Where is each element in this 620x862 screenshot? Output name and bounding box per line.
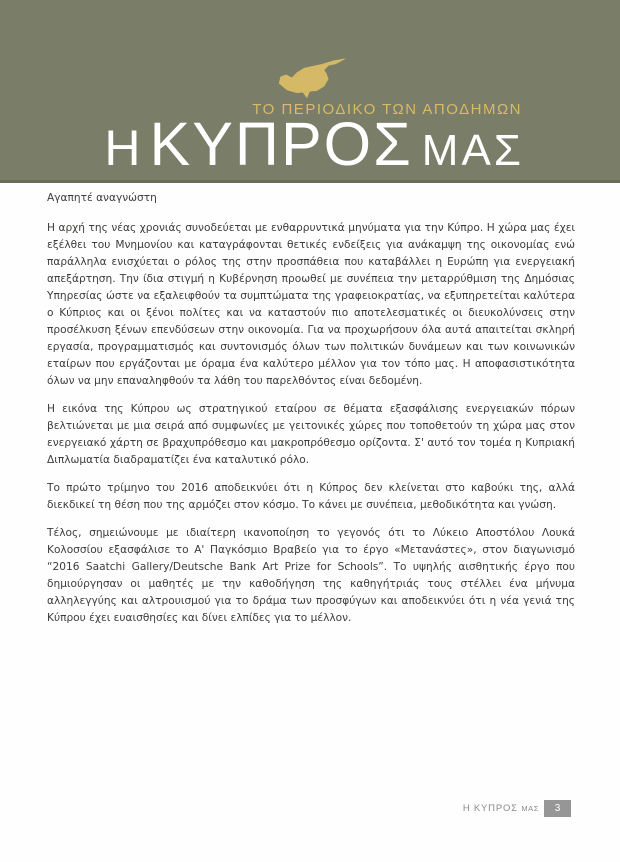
magazine-title-main: ΚΥΠΡΟΣ bbox=[149, 110, 413, 178]
magazine-subtitle: ΤΟ ΠΕΡΙΟΔΙΚΟ ΤΩΝ ΑΠΟΔΗΜΩΝ bbox=[252, 101, 522, 118]
footer-magazine-label bbox=[463, 803, 539, 814]
page-footer bbox=[463, 800, 571, 817]
editorial-paragraph-3: Το πρώτο τρίμηνο του 2016 αποδεικνύει ότι η Κύπρος δεν κλείνεται στο καβούκι της, αλλά διεκδικεί τη θέση που της αρμόζει στον κόσμο. Το κάνει με συνέπεια, μεθοδικότητα και γνώση. bbox=[47, 482, 575, 511]
editorial-paragraph-1: Η αρχή της νέας χρονιάς συνοδεύεται με ενθαρρυντικά μηνύματα για την Κύπρο. Η χώρα μας έχει εξέλθει του Μνημονίου και καταγράφονται θετικές ενδείξεις για ανάκαμψη της οικονομίας ενώ παράλληλα ενισχύεται ο ρόλος της στην προσπάθεια που καταβάλλει η Ευρώπη για ενεργειακή απεξάρτηση. Την ίδια στιγμή η Κυβέρνηση προωθεί με συνέπεια την μεταρρύθμιση της Δημόσιας Υπηρεσίας ώστε να εξαλειφθούν τα συμπτώματα της γραφειοκρατίας, να εξυπηρετείται καλύτερα ο Κύπριος και οι ξένοι πολίτες και να καταστούν πιο αποτελεσματικές οι διευκολύνσεις στην προσέλκυση ξένων επενδύσεων στην οικονομία. Για να προχωρήσουν όλα αυτά απαιτείται σκληρή εργασία, προγραμματισμός και συντονισμός όλων των πολιτικών δυνάμεων και των κοινωνικών εταίρων που εργάζονται με όραμα ένα καλύτερο μέλλον για τον τόπο μας. Η αποφασιστικότητα όλων να μην επαναληφθούν τα λάθη του παρελθόντος είναι δεδομένη. bbox=[47, 222, 575, 387]
masthead-banner bbox=[0, 0, 620, 183]
page-number-badge: 3 bbox=[544, 800, 571, 817]
cyprus-map-icon bbox=[276, 56, 348, 102]
magazine-title bbox=[104, 110, 524, 178]
magazine-title-article: Η bbox=[104, 120, 143, 176]
magazine-title-tail: ΜΑΣ bbox=[421, 126, 524, 175]
salutation: Αγαπητέ αναγνώστη bbox=[47, 192, 157, 204]
editorial-paragraph-2: Η εικόνα της Κύπρου ως στρατηγικού εταίρου σε θέματα εξασφάλισης ενεργειακών πόρων βελτιώνεται με μια σειρά από συμφωνίες με γειτονικές χώρες που τοποθετούν τη χώρα μας στον ενεργειακό χάρτη σε βραχυπρόθεσμο και μακροπρόθεσμο ορίζοντα. Σ' αυτό τον τομέα η Κυπριακή Διπλωματία διαδραματίζει ένα καταλυτικό ρόλο. bbox=[47, 403, 575, 466]
editorial-body bbox=[47, 190, 575, 638]
editorial-paragraph-4: Τέλος, σημειώνουμε με ιδιαίτερη ικανοποίηση το γεγονός ότι το Λύκειο Αποστόλου Λουκά Κολοσσίου εξασφάλισε το Α' Παγκόσμιο Βραβείο για το έργο «Μετανάστες», στον διαγωνισμό “2016 Saatchi Gallery/Deutsche Bank Art Prize for Schools”. Το υψηλής αισθητικής έργο που δημιούργησαν οι μαθητές με την καθοδήγηση της καθηγήτριάς τους στέλλει ένα μήνυμα αλληλεγγύης και αλτρουισμού για το δράμα των προσφύγων και αποδεικνύει ότι η νέα γενιά της Κύπρου έχει ευαισθησίες και δίνει ελπίδες για το μέλλον. bbox=[47, 527, 575, 624]
footer-label-tail: ΜΑΣ bbox=[521, 804, 539, 813]
footer-label-main: Η ΚΥΠΡΟΣ bbox=[462, 803, 518, 814]
